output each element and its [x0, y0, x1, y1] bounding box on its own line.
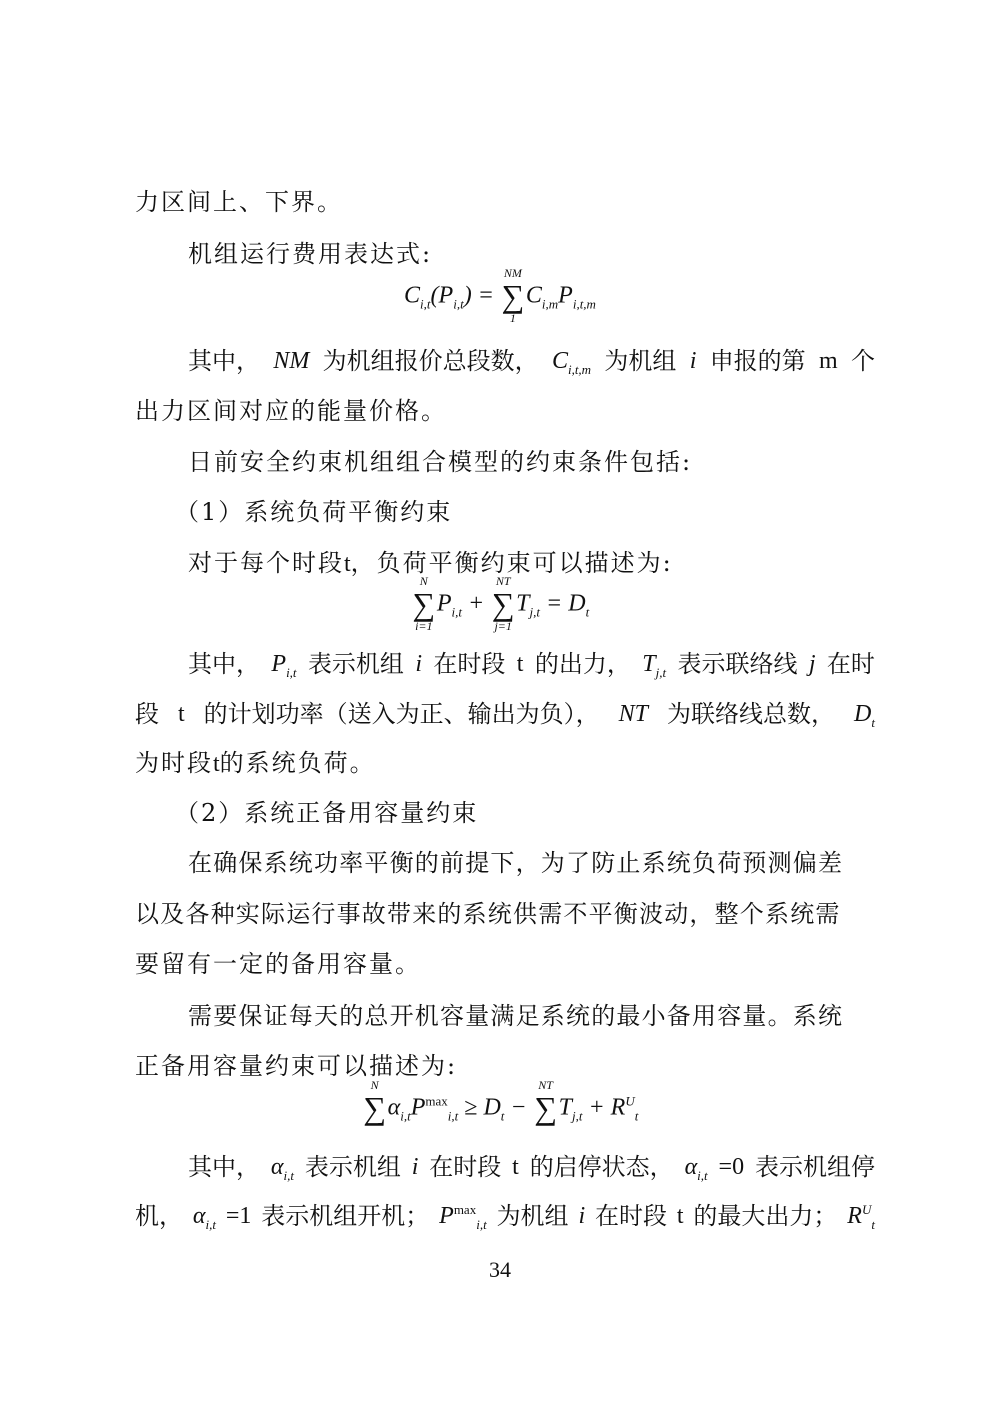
- paragraph-line: 在确保系统功率平衡的前提下，为了防止系统负荷预测偏差: [188, 849, 844, 877]
- paragraph-line: 段 t 的计划功率（送入为正、输出为负）， NT 为联络线总数， $D_t$: [135, 700, 875, 730]
- text: 机组运行费用表达式:: [188, 240, 433, 268]
- paragraph-line: 需要保证每天的总开机容量满足系统的最小备用容量。系统: [188, 1002, 844, 1030]
- paragraph-line: 正备用容量约束可以描述为:: [135, 1052, 458, 1080]
- paragraph-line: 日前安全约束机组组合模型的约束条件包括:: [188, 448, 693, 476]
- summation-symbol: NT ∑: [534, 1078, 558, 1126]
- paragraph-line: 机， $\alpha_{i,t}$ =1 表示机组开机； $P^{max}_{i,t}$ 为机组 i 在时段 t 的最大出力； $R^U_t$: [135, 1202, 875, 1232]
- paragraph-line: 为时段t的系统负荷。: [135, 749, 376, 777]
- section-heading-1: （1）系统负荷平衡约束: [175, 498, 453, 526]
- summation-symbol: NT ∑ j=1: [491, 574, 515, 633]
- page-number: 34: [489, 1257, 511, 1282]
- equation-load-balance: N ∑ i=1 $P_{i,t}$ + NT ∑ j=1 $T_{j,t} = D_t$: [412, 574, 590, 633]
- paragraph-line: 要留有一定的备用容量。: [135, 950, 421, 978]
- paragraph-line: 其中， NM 为机组报价总段数， $C_{i,t,m}$ 为机组 i 申报的第 m 个: [188, 347, 875, 377]
- summation-symbol: N ∑: [363, 1078, 387, 1126]
- text: 力区间上、下界。: [135, 188, 343, 216]
- section-heading-2: （2）系统正备用容量约束: [175, 799, 479, 827]
- paragraph-line: 以及各种实际运行事故带来的系统供需不平衡波动，整个系统需: [135, 900, 841, 928]
- summation-symbol: NM ∑ 1: [501, 266, 525, 325]
- paragraph-line: 其中， $P_{i,t}$ 表示机组 i 在时段 t 的出力， $T_{j,t}$ 表示联络线 j 在时: [188, 650, 875, 680]
- equation-reserve: N $\sum\alpha_{i,t}P^{max}_{i,t} \ge D_t$ − NT $\sum T_{j,t} + R^U_t$: [363, 1078, 639, 1126]
- paragraph-line: [188, 237, 875, 271]
- paragraph-line: 对于每个时段t，负荷平衡约束可以描述为:: [188, 549, 673, 577]
- paragraph-line: 出力区间对应的能量价格。: [135, 397, 447, 425]
- summation-symbol: N ∑ i=1: [412, 574, 436, 633]
- paragraph-line: [135, 185, 875, 219]
- paragraph-line: 其中， $\alpha_{i,t}$ 表示机组 i 在时段 t 的启停状态， $\alpha_{i,t}$ =0 表示机组停: [188, 1153, 875, 1183]
- equation-cost: $C_{i,t}(P_{i,t})$ = NM ∑ 1 $C_{i,m}P_{i,t,m}$: [404, 266, 596, 325]
